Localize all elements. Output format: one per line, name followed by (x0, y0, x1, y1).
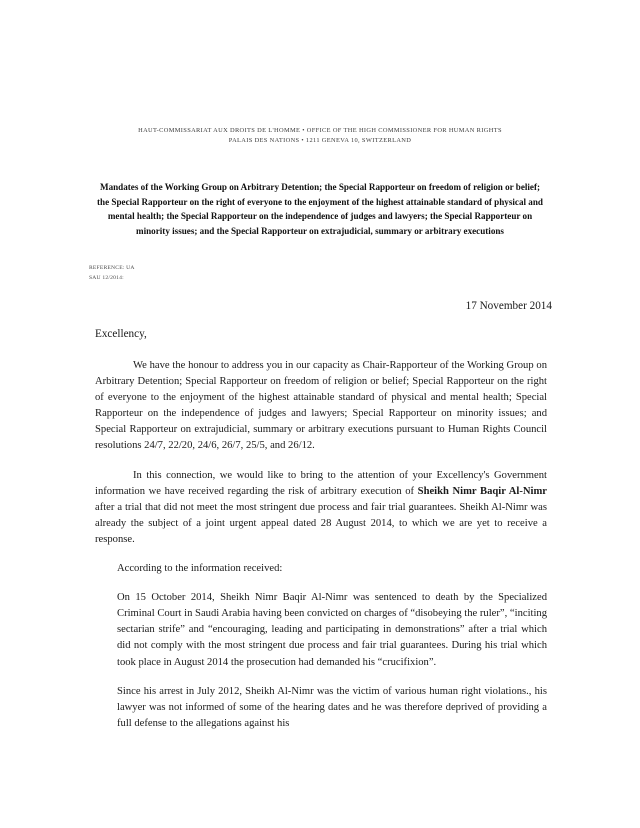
reference-block (89, 263, 135, 284)
paragraph-sentencing-details: On 15 October 2014, Sheikh Nimr Baqir Al-Nimr was sentenced to death by the Specialized Criminal Court in Saudi Arabia having been convicted on charges of “disobeying the ruler”, “inciting sectarian strife” and “encouraging, leading and participating in demonstrations” after a trial which did not comply with the most stringent due process and fair trial guarantees. During his trial which took place in August 2014 the prosecution had demanded his “crucifixion”. (117, 592, 547, 668)
paragraph-connection-text-before: In this connection, we would like to bring to the attention of your Excellency's Government information we have received regarding the risk of arbitrary execution of (95, 469, 547, 497)
letter-body (95, 358, 547, 732)
letter-date: 17 November 2014 (465, 300, 552, 312)
letterhead-address-line: PALAIS DES NATIONS • 1211 GENEVA 10, SWITZERLAND (228, 136, 412, 144)
reference-label-line: REFERENCE: UA (89, 265, 135, 271)
letterhead-organization-line: HAUT-COMMISSARIAT AUX DROITS DE L'HOMME • OFFICE OF THE HIGH COMMISSIONER FOR HUMAN RIGHTS (138, 127, 502, 134)
reference-case-number: SAU 12/2014: (89, 275, 124, 282)
mandates-title: Mandates of the Working Group on Arbitrary Detention; the Special Rapporteur on freedom of religion or belief; the Special Rapporteur on the right of everyone to the enjoyment of the highest attainable standard of physical and mental health; the Special Rapporteur on the independence of judges and lawyers; the Special Rapporteur on minority issues; and the Special Rapporteur on extrajudicial, summary or arbitrary executions (97, 182, 543, 237)
salutation: Excellency, (95, 328, 147, 340)
paragraph-mandate-capacity: We have the honour to address you in our capacity as Chair-Rapporteur of the Working Group on Arbitrary Detention; Special Rapporteur on freedom of religion or belief; Special Rapporteur on the right of everyone to the enjoyment of the highest attainable standard of physical and mental health; Special Rapporteur on the independence of judges and lawyers; Special Rapporteur on minority issues; and Special Rapporteur on extrajudicial, summary or arbitrary executions pursuant to Human Rights Council resolutions 24/7, 22/20, 24/6, 26/7, 25/5, and 26/12. (95, 360, 547, 452)
paragraph-connection (95, 468, 547, 548)
paragraph-connection-text-after: after a trial that did not meet the most stringent due process and fair trial guarantees. Sheikh Al-Nimr was already the subject of a joint urgent appeal dated 28 August 2014, to which we are yet to receive a response. (95, 501, 547, 545)
letterhead (0, 126, 640, 146)
subject-name-bold: Sheikh Nimr Baqir Al-Nimr (417, 485, 548, 497)
paragraph-arrest-violations: Since his arrest in July 2012, Sheikh Al-Nimr was the victim of various human right violations., his lawyer was not informed of some of the hearing dates and he was therefore deprived of providing a full defense to the allegations against his (117, 685, 547, 729)
paragraph-according-to-information: According to the information received: (117, 563, 283, 575)
